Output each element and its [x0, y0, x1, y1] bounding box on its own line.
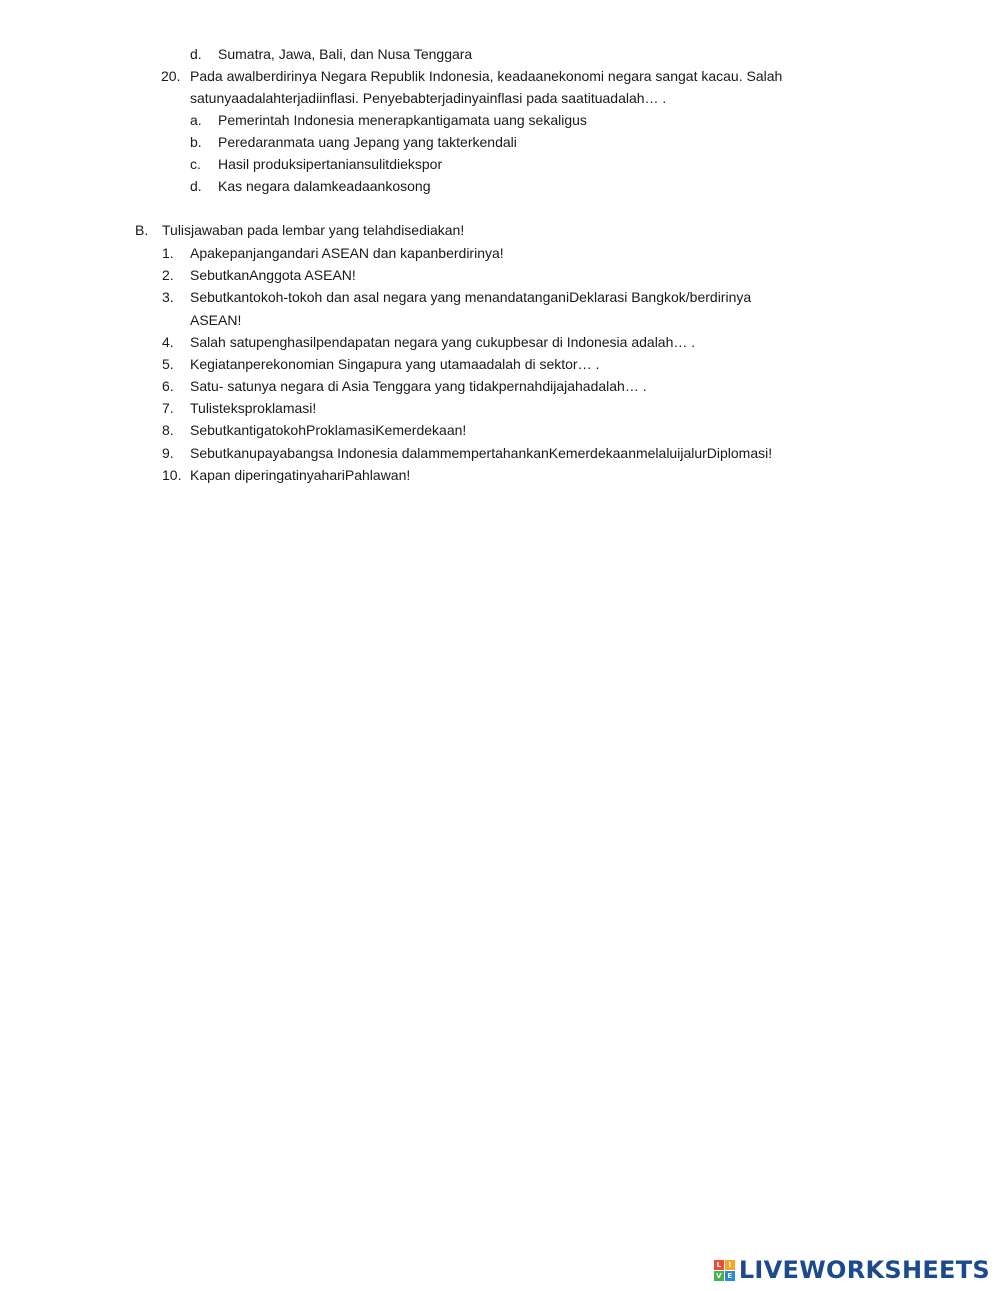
question-number: 4. — [162, 334, 174, 350]
option-letter: a. — [190, 112, 202, 128]
logo-letter-l: L — [714, 1260, 724, 1270]
question-text: SebutkantigatokohProklamasiKemerdekaan! — [190, 422, 467, 438]
brand-name: LIVEWORKSHEETS — [738, 1256, 990, 1284]
option-text: Kas negara dalamkeadaankosong — [218, 178, 431, 194]
question-number: 3. — [162, 289, 174, 305]
question-number: 5. — [162, 356, 174, 372]
logo-letter-v: V — [714, 1271, 724, 1281]
question-number: 8. — [162, 422, 174, 438]
question-text: Kapan diperingatinyahariPahlawan! — [190, 467, 411, 483]
question-text: Kegiatanperekonomian Singapura yang utamaadalah di sektor… . — [190, 356, 600, 372]
option-text: Sumatra, Jawa, Bali, dan Nusa Tenggara — [218, 46, 473, 62]
option-letter: c. — [190, 156, 201, 172]
question-text: Pada awalberdirinya Negara Republik Indonesia, keadaanekonomi negara sangat kacau. Salah — [190, 68, 783, 84]
question-text: Sebutkantokoh-tokoh dan asal negara yang menandatanganiDeklarasi Bangkok/berdirinya — [190, 289, 752, 305]
question-number: 1. — [162, 245, 174, 261]
question-text: Apakepanjangandari ASEAN dan kapanberdirinya! — [190, 245, 504, 261]
option-text: Pemerintah Indonesia menerapkantigamata uang sekaligus — [218, 112, 587, 128]
question-text-continued: satunyaadalahterjadiinflasi. Penyebabterjadinyainflasi pada saatituadalah… . — [190, 90, 667, 106]
question-number: 2. — [162, 267, 174, 283]
question-text-continued: ASEAN! — [190, 312, 242, 328]
question-text: Tulisteksproklamasi! — [190, 400, 317, 416]
question-number: 7. — [162, 400, 174, 416]
question-number: 20. — [161, 68, 181, 84]
section-instruction: Tulisjawaban pada lembar yang telahdisediakan! — [162, 222, 465, 238]
section-letter: B. — [135, 222, 149, 238]
live-logo-icon — [714, 1260, 735, 1281]
option-letter: b. — [190, 134, 202, 150]
option-text: Peredaranmata uang Jepang yang takterkendali — [218, 134, 517, 150]
question-text: Salah satupenghasilpendapatan negara yang cukupbesar di Indonesia adalah… . — [190, 334, 696, 350]
logo-letter-i: I — [725, 1260, 735, 1270]
liveworksheets-logo[interactable] — [714, 1253, 990, 1287]
question-number: 6. — [162, 378, 174, 394]
option-text: Hasil produksipertaniansulitdiekspor — [218, 156, 443, 172]
question-text: Satu- satunya negara di Asia Tenggara yang tidakpernahdijajahadalah… . — [190, 378, 647, 394]
logo-letter-e: E — [725, 1271, 735, 1281]
question-number: 9. — [162, 445, 174, 461]
option-letter: d. — [190, 46, 202, 62]
option-letter: d. — [190, 178, 202, 194]
question-text: Sebutkanupayabangsa Indonesia dalammempertahankanKemerdekaanmelaluijalurDiplomasi! — [190, 445, 773, 461]
question-text: SebutkanAnggota ASEAN! — [190, 267, 356, 283]
question-number: 10. — [162, 467, 182, 483]
